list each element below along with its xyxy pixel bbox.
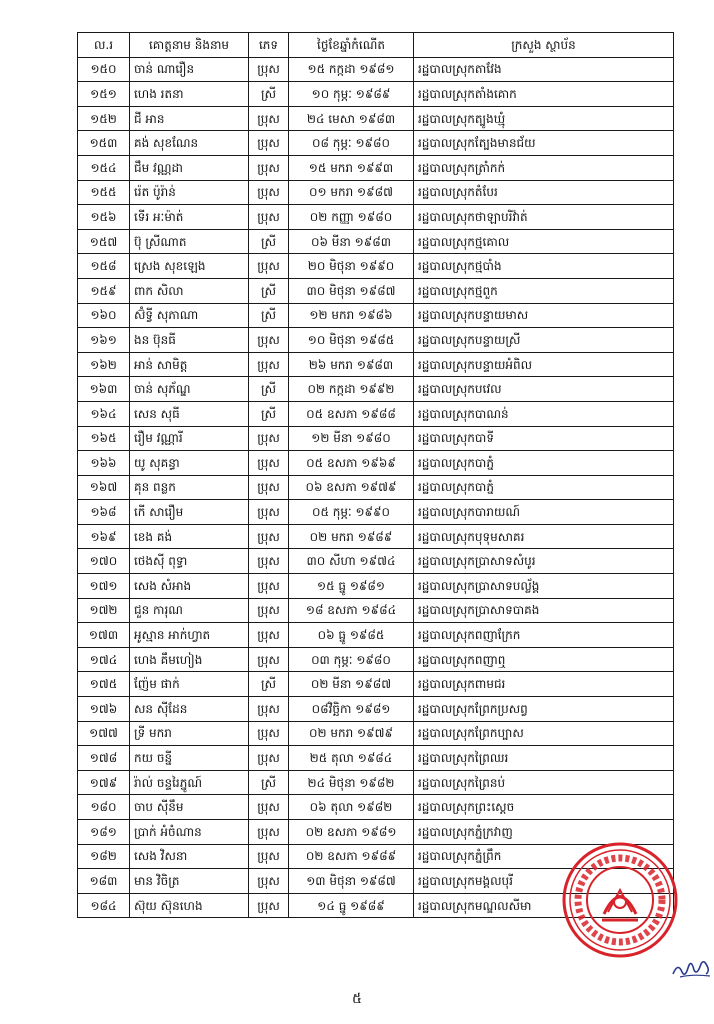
cell-name: ជី អាន: [130, 106, 249, 131]
cell-no: ១៧៧: [78, 721, 130, 746]
table-row: [78, 106, 674, 131]
cell-dob: ០៦ មីនា ១៩៨៣: [289, 229, 414, 254]
cell-no: ១៧២: [78, 598, 130, 623]
cell-dob: ១៥ មករា ១៩៩៣: [289, 155, 414, 180]
cell-name: អូស្មាន អាក់ហ្វាត: [130, 623, 249, 648]
header-dob: ថ្ងៃខែឆ្នាំកំណើត: [289, 33, 414, 58]
cell-name: ខេង គង់: [130, 524, 249, 549]
page-number: ៥: [352, 991, 362, 1007]
table-row: [78, 180, 674, 205]
cell-dob: ២៤ មេសា ១៩៨៣: [289, 106, 414, 131]
cell-sex: ស្រី: [249, 672, 289, 697]
cell-no: ១៦១: [78, 328, 130, 353]
cell-dob: ០២ មីនា ១៩៨៧: [289, 672, 414, 697]
cell-sex: ប្រុស: [249, 451, 289, 476]
cell-dept: រដ្ឋបាលស្រុកព្រៃនប់: [414, 770, 674, 795]
table-header-row: [78, 33, 674, 58]
cell-name: ស្រេង សុខឡេង: [130, 254, 249, 279]
cell-dob: ២៥ តុលា ១៩៨៤: [289, 746, 414, 771]
cell-dob: ៣០ សីហា ១៩៧៤: [289, 549, 414, 574]
table-row: [78, 598, 674, 623]
table-row: [78, 328, 674, 353]
cell-dept: រដ្ឋបាលស្រុកព្រែកប្រសព្វ: [414, 697, 674, 722]
cell-dept: រដ្ឋបាលស្រុកថ្មគោល: [414, 229, 674, 254]
cell-name: ហេង គឹមហៀង: [130, 647, 249, 672]
cell-sex: ប្រុស: [249, 869, 289, 894]
cell-sex: ប្រុស: [249, 844, 289, 869]
cell-no: ១៦៩: [78, 524, 130, 549]
cell-no: ១៦២: [78, 352, 130, 377]
cell-sex: ប្រុស: [249, 746, 289, 771]
cell-sex: ប្រុស: [249, 574, 289, 599]
cell-name: ថេងស៊ី ពុទ្ធា: [130, 549, 249, 574]
cell-dept: រដ្ឋបាលស្រុកតំបែរ: [414, 180, 674, 205]
cell-no: ១៦៧: [78, 475, 130, 500]
cell-dept: រដ្ឋបាលស្រុកភ្នំក្រវាញ: [414, 820, 674, 845]
cell-sex: ស្រី: [249, 401, 289, 426]
table-row: [78, 795, 674, 820]
cell-sex: ប្រុស: [249, 598, 289, 623]
cell-dob: ០៨វិច្ឆិកា ១៩៨១: [289, 697, 414, 722]
cell-dob: ០៣ កុម្ភៈ ១៩៨០: [289, 647, 414, 672]
table-row: [78, 697, 674, 722]
table-row: [78, 746, 674, 771]
cell-dept: រដ្ឋបាលស្រុកបវេល: [414, 377, 674, 402]
cell-dob: ០១ មករា ១៩៨៧: [289, 180, 414, 205]
cell-no: ១៥៩: [78, 278, 130, 303]
cell-no: ១៥២: [78, 106, 130, 131]
cell-no: ១៥៤: [78, 155, 130, 180]
header-name: គោត្តនាម និងនាម: [130, 33, 249, 58]
cell-sex: ប្រុស: [249, 254, 289, 279]
cell-no: ១៧៨: [78, 746, 130, 771]
cell-dept: រដ្ឋបាលស្រុកបុទុមសាគរ: [414, 524, 674, 549]
table-row: [78, 770, 674, 795]
cell-sex: ប្រុស: [249, 795, 289, 820]
cell-dob: ១៥ ធ្នូ ១៩៨១: [289, 574, 414, 599]
cell-name: អាន់ សាមិត្ត: [130, 352, 249, 377]
cell-dept: រដ្ឋបាលស្រុកបន្ទាយអំពិល: [414, 352, 674, 377]
cell-dept: រដ្ឋបាលស្រុកភ្នំព្រឹក: [414, 844, 674, 869]
cell-dob: ១៤ ធ្នូ ១៩៨៩: [289, 893, 414, 918]
cell-dept: រដ្ឋបាលស្រុកត្បែងមានជ័យ: [414, 131, 674, 156]
cell-name: មាន វិចិត្រ: [130, 869, 249, 894]
cell-no: ១៨០: [78, 795, 130, 820]
cell-sex: ប្រុស: [249, 426, 289, 451]
cell-dob: ០២ មករា ១៩៨៩: [289, 524, 414, 549]
table-row: [78, 377, 674, 402]
cell-dept: រដ្ឋបាលស្រុកពញាក្រែក: [414, 623, 674, 648]
table-row: [78, 131, 674, 156]
table-row: [78, 574, 674, 599]
cell-dob: ១២ មីនា ១៩៨០: [289, 426, 414, 451]
cell-sex: ប្រុស: [249, 524, 289, 549]
cell-dob: ១៨ ឧសភា ១៩៨៤: [289, 598, 414, 623]
header-no: ល.រ: [78, 33, 130, 58]
cell-sex: ប្រុស: [249, 352, 289, 377]
cell-no: ១៦៣: [78, 377, 130, 402]
cell-dob: ១៣ មិថុនា ១៩៨៧: [289, 869, 414, 894]
cell-dept: រដ្ឋបាលស្រុកត្បូងឃ្មុំ: [414, 106, 674, 131]
cell-name: កយ ចន្នី: [130, 746, 249, 771]
cell-no: ១៧១: [78, 574, 130, 599]
cell-dept: រដ្ឋបាលស្រុកពាមជរ: [414, 672, 674, 697]
cell-dept: រដ្ឋបាលស្រុកថាឡាបរិវ៉ាត់: [414, 205, 674, 230]
cell-name: យូ សុគន្ធា: [130, 451, 249, 476]
cell-dob: ០៥ ឧសភា ១៩៦៩: [289, 451, 414, 476]
cell-dob: ០៦ តុលា ១៩៨២: [289, 795, 414, 820]
table-row: [78, 475, 674, 500]
cell-name: គង់ សុខណែន: [130, 131, 249, 156]
cell-sex: ស្រី: [249, 82, 289, 107]
cell-no: ១៨៣: [78, 869, 130, 894]
cell-dept: រដ្ឋបាលស្រុកតាវែង: [414, 57, 674, 82]
cell-dept: រដ្ឋបាលស្រុកបាភ្នំ: [414, 451, 674, 476]
cell-name: ប៊ុ ស្រីណាត: [130, 229, 249, 254]
cell-sex: ប្រុស: [249, 155, 289, 180]
cell-name: កើ សារឿម: [130, 500, 249, 525]
cell-dob: ០៨ កុម្ភៈ ១៩៨០: [289, 131, 414, 156]
cell-no: ១៥៥: [78, 180, 130, 205]
cell-dept: រដ្ឋបាលស្រុកប្រាសាទបាគង: [414, 598, 674, 623]
table-row: [78, 623, 674, 648]
cell-sex: ប្រុស: [249, 721, 289, 746]
cell-sex: ប្រុស: [249, 106, 289, 131]
cell-sex: ប្រុស: [249, 500, 289, 525]
cell-name: ចាប ស៊ីនឹម: [130, 795, 249, 820]
cell-sex: ប្រុស: [249, 647, 289, 672]
cell-name: ទ្រី មករា: [130, 721, 249, 746]
cell-sex: ប្រុស: [249, 180, 289, 205]
cell-name: ញ៉ែម ផាក់: [130, 672, 249, 697]
cell-no: ១៦៤: [78, 401, 130, 426]
cell-no: ១៥១: [78, 82, 130, 107]
cell-sex: ប្រុស: [249, 328, 289, 353]
official-seal-icon: [560, 840, 680, 960]
cell-name: រ៉េត ប៉ូរ៉ាន់: [130, 180, 249, 205]
cell-no: ១៥៨: [78, 254, 130, 279]
cell-name: សន ស៊ីដែន: [130, 697, 249, 722]
cell-name: រ៉ាល់ ចន្ទរៃភ្នូណ៍: [130, 770, 249, 795]
cell-dob: ០២ កញ្ញា ១៩៨០: [289, 205, 414, 230]
cell-dept: រដ្ឋបាលស្រុកបាណន់: [414, 401, 674, 426]
cell-dob: ០២ ឧសភា ១៩៨១: [289, 820, 414, 845]
cell-sex: ប្រុស: [249, 820, 289, 845]
cell-dob: ១២ មករា ១៩៨៦: [289, 303, 414, 328]
cell-dob: ០៦ ឧសភា ១៩៧៩: [289, 475, 414, 500]
cell-name: ជួន ការុណ: [130, 598, 249, 623]
cell-sex: ស្រី: [249, 303, 289, 328]
table-row: [78, 401, 674, 426]
cell-no: ១៨១: [78, 820, 130, 845]
table-row: [78, 500, 674, 525]
cell-name: ចាន់ សុភ័ណ្ឌ: [130, 377, 249, 402]
cell-dept: រដ្ឋបាលស្រុកព្រែកប្បាស: [414, 721, 674, 746]
cell-no: ១៨២: [78, 844, 130, 869]
cell-dob: ០២ ឧសភា ១៩៨៩: [289, 844, 414, 869]
table-row: [78, 205, 674, 230]
cell-dept: រដ្ឋបាលស្រុកបន្ទាយមាស: [414, 303, 674, 328]
table-row: [78, 451, 674, 476]
cell-dob: ០៦ ធ្នូ ១៩៨៥: [289, 623, 414, 648]
cell-dept: រដ្ឋបាលស្រុកប្រាសាទសំបូរ: [414, 549, 674, 574]
table-row: [78, 229, 674, 254]
cell-name: ស៊ំទ្វី សុភាណា: [130, 303, 249, 328]
cell-sex: ប្រុស: [249, 893, 289, 918]
table-row: [78, 426, 674, 451]
table-row: [78, 303, 674, 328]
cell-no: ១៦០: [78, 303, 130, 328]
cell-dob: ២០ មិថុនា ១៩៩០: [289, 254, 414, 279]
cell-no: ១៧៥: [78, 672, 130, 697]
personnel-table: [77, 32, 674, 918]
cell-dept: រដ្ឋបាលស្រុកមណ្ឌលសីមា: [414, 893, 674, 918]
cell-sex: ប្រុស: [249, 205, 289, 230]
cell-name: ហេង រតនា: [130, 82, 249, 107]
cell-no: ១៧៣: [78, 623, 130, 648]
cell-name: សេង វិសនា: [130, 844, 249, 869]
cell-no: ១៥៣: [78, 131, 130, 156]
cell-name: ប្រាក់ អំចំណាន: [130, 820, 249, 845]
cell-name: ស៊ុយ ស៊ុនហេង: [130, 893, 249, 918]
header-dept: ក្រសួង ស្ថាប័ន: [414, 33, 674, 58]
cell-sex: ប្រុស: [249, 697, 289, 722]
cell-dob: ៣០ មិថុនា ១៩៨៧: [289, 278, 414, 303]
cell-dept: រដ្ឋបាលស្រុកបារាយណ៍: [414, 500, 674, 525]
cell-name: ងន ប៊ុនធី: [130, 328, 249, 353]
cell-no: ១៨៤: [78, 893, 130, 918]
cell-name: ជឹម វណ្ណដា: [130, 155, 249, 180]
table-row: [78, 352, 674, 377]
cell-dob: ០២ មករា ១៩៧៩: [289, 721, 414, 746]
table-row: [78, 647, 674, 672]
cell-sex: ប្រុស: [249, 131, 289, 156]
cell-sex: ប្រុស: [249, 623, 289, 648]
cell-dob: ១០ មិថុនា ១៩៨៥: [289, 328, 414, 353]
cell-no: ១៧៦: [78, 697, 130, 722]
cell-sex: ប្រុស: [249, 57, 289, 82]
cell-sex: ប្រុស: [249, 475, 289, 500]
cell-dept: រដ្ឋបាលស្រុកព្រះស្ដេច: [414, 795, 674, 820]
table-row: [78, 278, 674, 303]
cell-dob: ០២ កក្កដា ១៩៩២: [289, 377, 414, 402]
cell-name: ចាន់ ណារឿន: [130, 57, 249, 82]
table-row: [78, 721, 674, 746]
cell-sex: ស្រី: [249, 278, 289, 303]
cell-dob: ១៥ កក្កដា ១៩៨១: [289, 57, 414, 82]
cell-name: រឿម វណ្ណារី: [130, 426, 249, 451]
table-row: [78, 524, 674, 549]
cell-no: ១៥៦: [78, 205, 130, 230]
cell-no: ១៦៦: [78, 451, 130, 476]
cell-no: ១៧៩: [78, 770, 130, 795]
table-row: [78, 57, 674, 82]
cell-dept: រដ្ឋបាលស្រុកបាទី: [414, 426, 674, 451]
table-row: [78, 155, 674, 180]
cell-dob: ០៥ កុម្ភៈ ១៩៩០: [289, 500, 414, 525]
cell-dept: រដ្ឋបាលស្រុកបន្ទាយស្រី: [414, 328, 674, 353]
cell-no: ១៦៨: [78, 500, 130, 525]
cell-dept: រដ្ឋបាលស្រុកបាភ្នំ: [414, 475, 674, 500]
cell-name: គុន ពន្លក: [130, 475, 249, 500]
table-row: [78, 672, 674, 697]
cell-no: ១៧០: [78, 549, 130, 574]
cell-name: សេង សំអាង: [130, 574, 249, 599]
cell-dept: រដ្ឋបាលស្រុកព្រៃឈរ: [414, 746, 674, 771]
cell-dept: រដ្ឋបាលស្រុកមង្គលបុរី: [414, 869, 674, 894]
cell-dept: រដ្ឋបាលស្រុកពញាឮ: [414, 647, 674, 672]
cell-dept: រដ្ឋបាលស្រុកប្រាសាទបល្ល័ង្គ: [414, 574, 674, 599]
cell-sex: ស្រី: [249, 229, 289, 254]
table-row: [78, 549, 674, 574]
cell-dept: រដ្ឋបាលស្រុកតាំងគោក: [414, 82, 674, 107]
cell-dob: ១០ កុម្ភៈ ១៩៨៩: [289, 82, 414, 107]
header-sex: ភេទ: [249, 33, 289, 58]
cell-name: សេន សុធី: [130, 401, 249, 426]
cell-dept: រដ្ឋបាលស្រុកថ្មពួក: [414, 278, 674, 303]
cell-no: ១៥៧: [78, 229, 130, 254]
table-row: [78, 82, 674, 107]
table-row: [78, 254, 674, 279]
cell-name: ទើរ អៈម៉ាត់: [130, 205, 249, 230]
cell-no: ១៧៤: [78, 647, 130, 672]
signature-icon: [670, 950, 712, 982]
cell-sex: ស្រី: [249, 770, 289, 795]
cell-sex: ប្រុស: [249, 549, 289, 574]
cell-dob: ២៦ មករា ១៩៨៣: [289, 352, 414, 377]
cell-dob: ២៤ មិថុនា ១៩៨២: [289, 770, 414, 795]
cell-no: ១៥០: [78, 57, 130, 82]
cell-dept: រដ្ឋបាលស្រុកត្រាំកក់: [414, 155, 674, 180]
cell-sex: ស្រី: [249, 377, 289, 402]
cell-dob: ០៥ ឧសភា ១៩៨៨: [289, 401, 414, 426]
cell-name: ពាក សិលា: [130, 278, 249, 303]
cell-no: ១៦៥: [78, 426, 130, 451]
cell-dept: រដ្ឋបាលស្រុកថ្មបាំង: [414, 254, 674, 279]
